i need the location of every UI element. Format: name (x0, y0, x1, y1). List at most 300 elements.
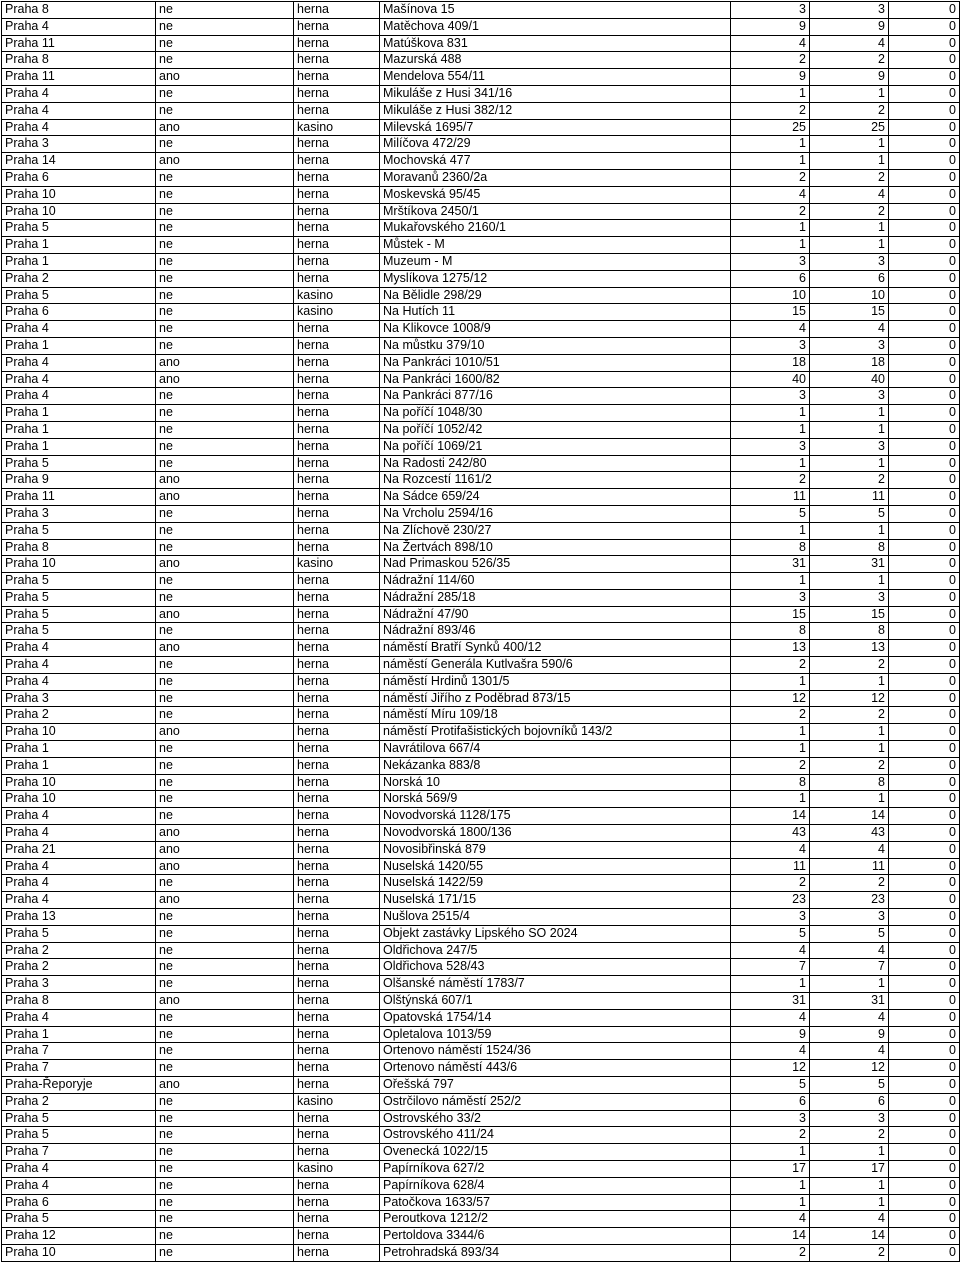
count-cell: 1 (731, 455, 810, 472)
district-cell: Praha 5 (2, 220, 156, 237)
count-cell: 8 (810, 539, 889, 556)
nonstop-cell: ano (156, 892, 294, 909)
table-row (2, 455, 960, 472)
district-cell: Praha 8 (2, 2, 156, 19)
difference-cell: 0 (889, 1244, 960, 1261)
table-row (2, 354, 960, 371)
difference-cell: 0 (889, 942, 960, 959)
type-cell: herna (294, 640, 380, 657)
district-cell: Praha 10 (2, 774, 156, 791)
count-cell: 13 (810, 640, 889, 657)
count-cell: 10 (731, 287, 810, 304)
table-row (2, 757, 960, 774)
address-cell: náměstí Jiřího z Poděbrad 873/15 (380, 690, 731, 707)
table-row (2, 875, 960, 892)
table-row (2, 153, 960, 170)
count-cell: 1 (810, 741, 889, 758)
count-cell: 1 (810, 791, 889, 808)
district-cell: Praha 7 (2, 1043, 156, 1060)
type-cell: herna (294, 1244, 380, 1261)
nonstop-cell: ano (156, 1077, 294, 1094)
address-cell: Papírníkova 628/4 (380, 1177, 731, 1194)
count-cell: 2 (810, 203, 889, 220)
district-cell: Praha 1 (2, 405, 156, 422)
district-cell: Praha 4 (2, 354, 156, 371)
address-cell: Norská 10 (380, 774, 731, 791)
nonstop-cell: ne (156, 589, 294, 606)
district-cell: Praha 4 (2, 808, 156, 825)
count-cell: 17 (810, 1160, 889, 1177)
nonstop-cell: ne (156, 522, 294, 539)
difference-cell: 0 (889, 472, 960, 489)
table-row (2, 405, 960, 422)
address-cell: Myslíkova 1275/12 (380, 270, 731, 287)
table-row (2, 1211, 960, 1228)
type-cell: herna (294, 85, 380, 102)
count-cell: 14 (810, 808, 889, 825)
address-cell: Na Pankráci 1010/51 (380, 354, 731, 371)
count-cell: 31 (810, 993, 889, 1010)
difference-cell: 0 (889, 18, 960, 35)
count-cell: 8 (731, 539, 810, 556)
nonstop-cell: ne (156, 673, 294, 690)
district-cell: Praha 5 (2, 1211, 156, 1228)
district-cell: Praha 5 (2, 455, 156, 472)
table-row (2, 1244, 960, 1261)
count-cell: 15 (810, 304, 889, 321)
difference-cell: 0 (889, 321, 960, 338)
type-cell: herna (294, 791, 380, 808)
district-cell: Praha 8 (2, 993, 156, 1010)
table-row (2, 657, 960, 674)
count-cell: 7 (731, 959, 810, 976)
district-cell: Praha 2 (2, 270, 156, 287)
difference-cell: 0 (889, 203, 960, 220)
count-cell: 1 (731, 1144, 810, 1161)
count-cell: 3 (731, 589, 810, 606)
count-cell: 1 (731, 220, 810, 237)
count-cell: 1 (731, 573, 810, 590)
type-cell: herna (294, 942, 380, 959)
count-cell: 4 (810, 1009, 889, 1026)
address-cell: Na Zlíchově 230/27 (380, 522, 731, 539)
type-cell: kasino (294, 1160, 380, 1177)
count-cell: 2 (731, 757, 810, 774)
count-cell: 11 (810, 489, 889, 506)
table-row (2, 472, 960, 489)
nonstop-cell: ne (156, 1127, 294, 1144)
difference-cell: 0 (889, 287, 960, 304)
district-cell: Praha 6 (2, 1194, 156, 1211)
table-row (2, 892, 960, 909)
type-cell: herna (294, 237, 380, 254)
count-cell: 31 (810, 556, 889, 573)
table-row (2, 623, 960, 640)
count-cell: 1 (731, 976, 810, 993)
address-cell: Mukařovského 2160/1 (380, 220, 731, 237)
difference-cell: 0 (889, 993, 960, 1010)
table-row (2, 976, 960, 993)
district-cell: Praha 13 (2, 909, 156, 926)
type-cell: herna (294, 52, 380, 69)
count-cell: 6 (810, 270, 889, 287)
difference-cell: 0 (889, 1228, 960, 1245)
nonstop-cell: ano (156, 640, 294, 657)
district-cell: Praha 6 (2, 169, 156, 186)
nonstop-cell: ano (156, 153, 294, 170)
address-cell: Ovenecká 1022/15 (380, 1144, 731, 1161)
district-cell: Praha 5 (2, 1127, 156, 1144)
count-cell: 1 (810, 976, 889, 993)
difference-cell: 0 (889, 909, 960, 926)
district-cell: Praha 5 (2, 925, 156, 942)
district-cell: Praha 10 (2, 186, 156, 203)
nonstop-cell: ano (156, 993, 294, 1010)
count-cell: 1 (731, 237, 810, 254)
count-cell: 1 (810, 455, 889, 472)
count-cell: 3 (810, 589, 889, 606)
difference-cell: 0 (889, 270, 960, 287)
district-cell: Praha 4 (2, 119, 156, 136)
table-row (2, 421, 960, 438)
type-cell: herna (294, 522, 380, 539)
count-cell: 1 (810, 136, 889, 153)
difference-cell: 0 (889, 1043, 960, 1060)
nonstop-cell: ne (156, 976, 294, 993)
type-cell: herna (294, 69, 380, 86)
address-cell: Na Sádce 659/24 (380, 489, 731, 506)
count-cell: 1 (731, 85, 810, 102)
district-cell: Praha 2 (2, 959, 156, 976)
difference-cell: 0 (889, 606, 960, 623)
table-row (2, 1177, 960, 1194)
district-cell: Praha 1 (2, 1026, 156, 1043)
type-cell: herna (294, 690, 380, 707)
type-cell: herna (294, 808, 380, 825)
count-cell: 5 (731, 1077, 810, 1094)
count-cell: 31 (731, 993, 810, 1010)
difference-cell: 0 (889, 875, 960, 892)
table-row (2, 505, 960, 522)
count-cell: 18 (731, 354, 810, 371)
nonstop-cell: ne (156, 942, 294, 959)
count-cell: 1 (810, 1194, 889, 1211)
table-row (2, 690, 960, 707)
address-cell: Mikuláše z Husi 382/12 (380, 102, 731, 119)
district-cell: Praha 10 (2, 1244, 156, 1261)
count-cell: 1 (731, 1177, 810, 1194)
count-cell: 2 (810, 472, 889, 489)
difference-cell: 0 (889, 892, 960, 909)
type-cell: herna (294, 472, 380, 489)
table-row (2, 925, 960, 942)
difference-cell: 0 (889, 1177, 960, 1194)
table-row (2, 640, 960, 657)
nonstop-cell: ne (156, 623, 294, 640)
table-row (2, 253, 960, 270)
nonstop-cell: ano (156, 354, 294, 371)
address-cell: Na Radosti 242/80 (380, 455, 731, 472)
count-cell: 3 (731, 253, 810, 270)
count-cell: 2 (810, 1127, 889, 1144)
table-row (2, 1060, 960, 1077)
count-cell: 2 (731, 1127, 810, 1144)
address-cell: Nádražní 47/90 (380, 606, 731, 623)
difference-cell: 0 (889, 757, 960, 774)
count-cell: 4 (810, 35, 889, 52)
nonstop-cell: ne (156, 774, 294, 791)
nonstop-cell: ano (156, 472, 294, 489)
address-cell: Nuselská 171/15 (380, 892, 731, 909)
table-row (2, 1093, 960, 1110)
difference-cell: 0 (889, 1110, 960, 1127)
nonstop-cell: ne (156, 1144, 294, 1161)
type-cell: herna (294, 657, 380, 674)
table-row (2, 942, 960, 959)
count-cell: 9 (810, 18, 889, 35)
count-cell: 5 (810, 925, 889, 942)
type-cell: herna (294, 1228, 380, 1245)
count-cell: 5 (731, 505, 810, 522)
count-cell: 11 (731, 489, 810, 506)
type-cell: herna (294, 1110, 380, 1127)
difference-cell: 0 (889, 405, 960, 422)
table-row (2, 573, 960, 590)
address-cell: Petrohradská 893/34 (380, 1244, 731, 1261)
count-cell: 4 (731, 841, 810, 858)
district-cell: Praha 4 (2, 673, 156, 690)
count-cell: 4 (731, 35, 810, 52)
address-cell: Mašínova 15 (380, 2, 731, 19)
type-cell: herna (294, 1026, 380, 1043)
table-row (2, 1077, 960, 1094)
difference-cell: 0 (889, 69, 960, 86)
table-row (2, 371, 960, 388)
nonstop-cell: ne (156, 1110, 294, 1127)
nonstop-cell: ne (156, 909, 294, 926)
count-cell: 9 (810, 69, 889, 86)
count-cell: 2 (810, 875, 889, 892)
count-cell: 1 (810, 421, 889, 438)
type-cell: herna (294, 405, 380, 422)
count-cell: 2 (731, 1244, 810, 1261)
table-row (2, 270, 960, 287)
difference-cell: 0 (889, 102, 960, 119)
nonstop-cell: ne (156, 169, 294, 186)
count-cell: 1 (731, 724, 810, 741)
district-cell: Praha 5 (2, 606, 156, 623)
district-cell: Praha 11 (2, 69, 156, 86)
table-row (2, 220, 960, 237)
district-cell: Praha 7 (2, 1144, 156, 1161)
table-row (2, 1194, 960, 1211)
type-cell: herna (294, 707, 380, 724)
nonstop-cell: ne (156, 1026, 294, 1043)
nonstop-cell: ne (156, 1160, 294, 1177)
type-cell: herna (294, 673, 380, 690)
table-row (2, 724, 960, 741)
nonstop-cell: ne (156, 85, 294, 102)
type-cell: herna (294, 724, 380, 741)
district-cell: Praha 4 (2, 388, 156, 405)
table-row (2, 539, 960, 556)
table-row (2, 606, 960, 623)
district-cell: Praha 9 (2, 472, 156, 489)
count-cell: 12 (731, 1060, 810, 1077)
nonstop-cell: ne (156, 321, 294, 338)
district-cell: Praha 3 (2, 505, 156, 522)
address-cell: Mendelova 554/11 (380, 69, 731, 86)
count-cell: 6 (810, 1093, 889, 1110)
type-cell: herna (294, 18, 380, 35)
type-cell: herna (294, 186, 380, 203)
count-cell: 7 (810, 959, 889, 976)
district-cell: Praha 10 (2, 556, 156, 573)
type-cell: herna (294, 841, 380, 858)
address-cell: Novosibřinská 879 (380, 841, 731, 858)
address-cell: Papírníkova 627/2 (380, 1160, 731, 1177)
difference-cell: 0 (889, 354, 960, 371)
address-cell: Patočkova 1633/57 (380, 1194, 731, 1211)
difference-cell: 0 (889, 169, 960, 186)
table-row (2, 321, 960, 338)
district-cell: Praha 21 (2, 841, 156, 858)
table-row (2, 707, 960, 724)
count-cell: 25 (810, 119, 889, 136)
count-cell: 2 (810, 707, 889, 724)
difference-cell: 0 (889, 438, 960, 455)
district-cell: Praha 11 (2, 35, 156, 52)
district-cell: Praha 1 (2, 237, 156, 254)
table-row (2, 52, 960, 69)
nonstop-cell: ne (156, 388, 294, 405)
type-cell: herna (294, 253, 380, 270)
nonstop-cell: ano (156, 606, 294, 623)
address-cell: Nuselská 1422/59 (380, 875, 731, 892)
nonstop-cell: ne (156, 1060, 294, 1077)
nonstop-cell: ne (156, 270, 294, 287)
address-cell: Nad Primaskou 526/35 (380, 556, 731, 573)
count-cell: 43 (731, 825, 810, 842)
table-row (2, 438, 960, 455)
address-cell: Na můstku 379/10 (380, 337, 731, 354)
type-cell: herna (294, 892, 380, 909)
table-row (2, 102, 960, 119)
count-cell: 18 (810, 354, 889, 371)
nonstop-cell: ano (156, 69, 294, 86)
address-cell: Nuselská 1420/55 (380, 858, 731, 875)
district-cell: Praha 3 (2, 976, 156, 993)
count-cell: 14 (810, 1228, 889, 1245)
count-cell: 2 (810, 757, 889, 774)
type-cell: herna (294, 1043, 380, 1060)
table-row (2, 203, 960, 220)
type-cell: herna (294, 1177, 380, 1194)
difference-cell: 0 (889, 2, 960, 19)
table-row (2, 1043, 960, 1060)
difference-cell: 0 (889, 623, 960, 640)
district-cell: Praha 4 (2, 85, 156, 102)
address-cell: Nádražní 114/60 (380, 573, 731, 590)
district-cell: Praha 11 (2, 489, 156, 506)
district-cell: Praha 10 (2, 724, 156, 741)
type-cell: herna (294, 825, 380, 842)
count-cell: 3 (810, 337, 889, 354)
type-cell: herna (294, 1127, 380, 1144)
type-cell: herna (294, 489, 380, 506)
difference-cell: 0 (889, 724, 960, 741)
data-table (1, 1, 960, 1262)
table-row (2, 186, 960, 203)
count-cell: 1 (731, 791, 810, 808)
table-row (2, 1009, 960, 1026)
address-cell: náměstí Bratří Synků 400/12 (380, 640, 731, 657)
type-cell: herna (294, 505, 380, 522)
table-row (2, 337, 960, 354)
table-row (2, 489, 960, 506)
nonstop-cell: ne (156, 1194, 294, 1211)
nonstop-cell: ano (156, 489, 294, 506)
table-row (2, 18, 960, 35)
type-cell: herna (294, 270, 380, 287)
count-cell: 1 (731, 1194, 810, 1211)
table-body (2, 2, 960, 1262)
count-cell: 40 (731, 371, 810, 388)
table-row (2, 589, 960, 606)
type-cell: herna (294, 455, 380, 472)
table-row (2, 1110, 960, 1127)
address-cell: náměstí Míru 109/18 (380, 707, 731, 724)
type-cell: herna (294, 976, 380, 993)
table-row (2, 1228, 960, 1245)
count-cell: 9 (731, 18, 810, 35)
table-row (2, 673, 960, 690)
district-cell: Praha 4 (2, 858, 156, 875)
type-cell: herna (294, 1211, 380, 1228)
district-cell: Praha 4 (2, 657, 156, 674)
difference-cell: 0 (889, 253, 960, 270)
address-cell: Ostrovského 411/24 (380, 1127, 731, 1144)
nonstop-cell: ano (156, 724, 294, 741)
address-cell: Milevská 1695/7 (380, 119, 731, 136)
address-cell: Moskevská 95/45 (380, 186, 731, 203)
nonstop-cell: ne (156, 455, 294, 472)
address-cell: Mochovská 477 (380, 153, 731, 170)
address-cell: Ortenovo náměstí 443/6 (380, 1060, 731, 1077)
address-cell: Nušlova 2515/4 (380, 909, 731, 926)
address-cell: Nádražní 893/46 (380, 623, 731, 640)
count-cell: 4 (731, 1043, 810, 1060)
difference-cell: 0 (889, 388, 960, 405)
count-cell: 8 (731, 774, 810, 791)
nonstop-cell: ne (156, 539, 294, 556)
count-cell: 17 (731, 1160, 810, 1177)
count-cell: 9 (810, 1026, 889, 1043)
address-cell: Nekázanka 883/8 (380, 757, 731, 774)
count-cell: 1 (731, 405, 810, 422)
difference-cell: 0 (889, 673, 960, 690)
table-row (2, 791, 960, 808)
count-cell: 1 (810, 724, 889, 741)
type-cell: herna (294, 153, 380, 170)
nonstop-cell: ne (156, 1093, 294, 1110)
address-cell: Ortenovo náměstí 1524/36 (380, 1043, 731, 1060)
count-cell: 4 (810, 942, 889, 959)
difference-cell: 0 (889, 1211, 960, 1228)
type-cell: herna (294, 589, 380, 606)
nonstop-cell: ne (156, 707, 294, 724)
table-row (2, 287, 960, 304)
